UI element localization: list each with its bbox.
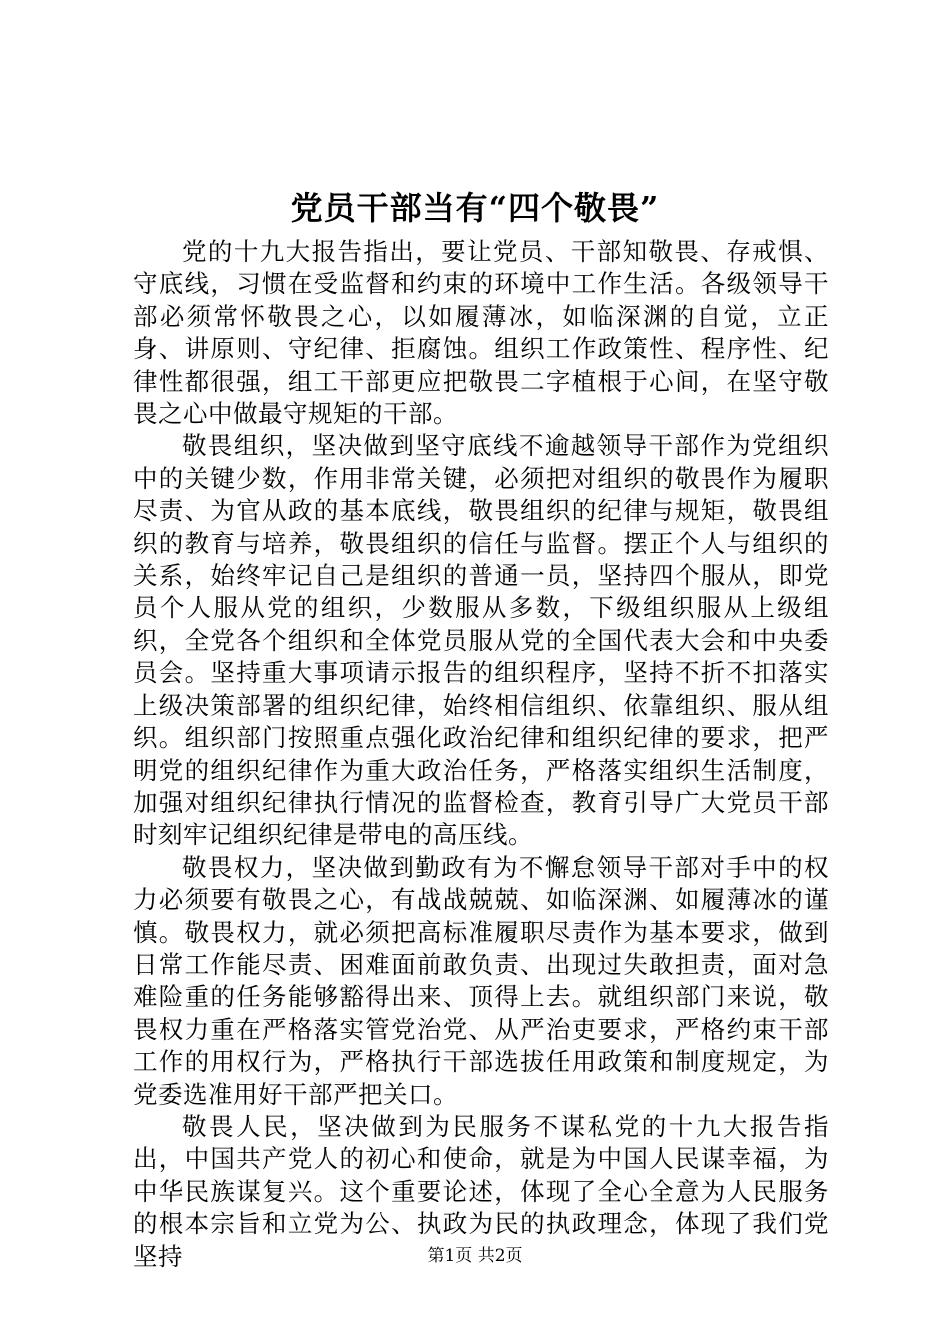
paragraph-revere-power: 敬畏权力，坚决做到勤政有为不懈怠领导干部对手中的权力必须要有敬畏之心，有战战兢兢、如临深渊、如履薄冰的谨慎。敬畏权力，就必须把高标准履职尽责作为基本要求，做到日常工作能尽责、困难面前敢负责、出现过失敢担责，面对急难险重的任务能够豁得出来、顶得上去。就组织部门来说，敬畏权力重在严格落实管党治党、从严治吏要求，严格约束干部工作的用权行为，严格执行干部选拔任用政策和制度规定，为党委选准用好干部严把关口。 xyxy=(133,852,829,1109)
paragraph-revere-organization: 敬畏组织，坚决做到坚守底线不逾越领导干部作为党组织中的关键少数，作用非常关键，必须把对组织的敬畏作为履职尽责、为官从政的基本底线，敬畏组织的纪律与规矩，敬畏组织的教育与培养，敬畏组织的信任与监督。摆正个人与组织的关系，始终牢记自己是组织的普通一员，坚持四个服从，即党员个人服从党的组织，少数服从多数，下级组织服从上级组织，全党各个组织和全体党员服从党的全国代表大会和中央委员会。坚持重大事项请示报告的组织程序，坚持不折不扣落实上级决策部署的组织纪律，始终相信组织、依靠组织、服从组织。组织部门按照重点强化政治纪律和组织纪律的要求，把严明党的组织纪律作为重大政治任务，严格落实组织生活制度，加强对组织纪律执行情况的监督检查，教育引导广大党员干部时刻牢记组织纪律是带电的高压线。 xyxy=(133,431,829,850)
paragraph-revere-people: 敬畏人民，坚决做到为民服务不谋私党的十九大报告指出，中国共产党人的初心和使命，就是为中国人民谋幸福，为中华民族谋复兴。这个重要论述，体现了全心全意为人民服务的根本宗旨和立党为公、执政为民的执政理念，体现了我们党坚持 xyxy=(133,1111,829,1271)
document-title: 党员干部当有“四个敬畏” xyxy=(290,189,660,227)
page-number-footer: 第1页 共2页 xyxy=(427,1246,523,1266)
document-body xyxy=(133,236,829,1273)
paragraph-intro: 党的十九大报告指出，要让党员、干部知敬畏、存戒惧、守底线，习惯在受监督和约束的环境中工作生活。各级领导干部必须常怀敬畏之心，以如履薄冰，如临深渊的自觉，立正身、讲原则、守纪律、拒腐蚀。组织工作政策性、程序性、纪律性都很强，组工干部更应把敬畏二字植根于心间，在坚守敬畏之心中做最守规矩的干部。 xyxy=(133,237,829,429)
